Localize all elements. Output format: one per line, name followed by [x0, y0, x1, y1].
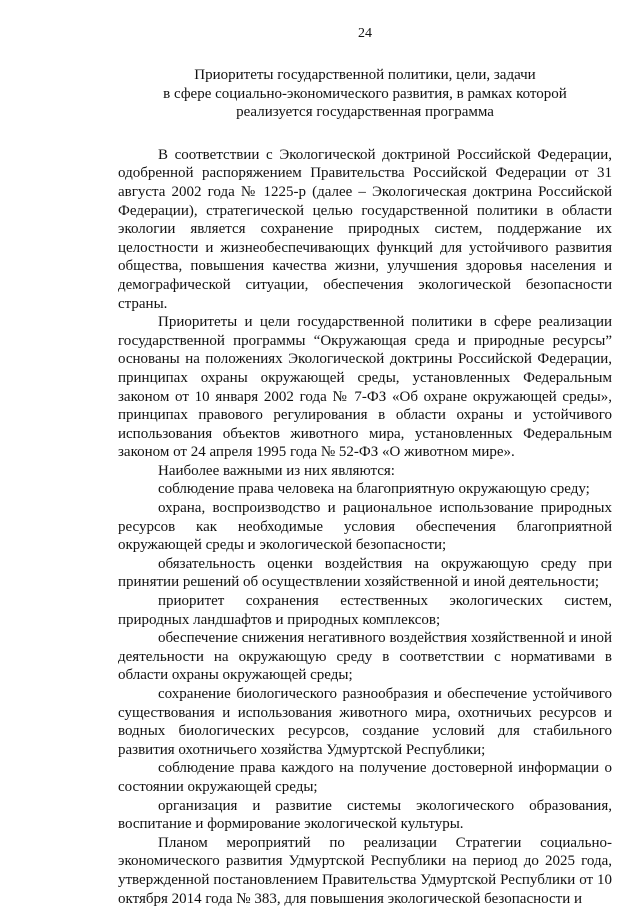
list-item: организация и развитие системы экологического образования, воспитание и формирование экологической культуры. — [118, 797, 612, 833]
list-item: приоритет сохранения естественных экологических систем, природных ландшафтов и природных комплексов; — [118, 593, 612, 628]
list-item: соблюдение права каждого на получение достоверной информации о состоянии окружающей среды; — [118, 760, 612, 795]
paragraph: Планом мероприятий по реализации Стратегии социально-экономического развития Удмуртской Республики на период до 2025 года, утвержденной постановлением Правительства Удмуртской Республики от 10 октября 2014 года № 383, для повышения экологической безопасности и — [118, 834, 612, 907]
heading-line: в сфере социально-экономического развития, в рамках которой — [163, 85, 567, 102]
list-item: соблюдение права человека на благоприятную окружающую среду; — [158, 481, 590, 498]
section-heading — [118, 66, 612, 122]
page-number: 24 — [358, 26, 372, 41]
paragraph: В соответствии с Экологической доктриной Российской Федерации, одобренной распоряжением Правительства Российской Федерации от 31 августа 2002 года № 1225-р (далее – Экологическая доктрина Российской Федерации), стратегической целью государственной политики в области экологии является сохранение природных систем, поддержание их целостности и жизнеобеспечивающих функций для устойчивого развития общества, повышения качества жизни, улучшения здоровья населения и демографической ситуации, обеспечения экологической безопасности страны. — [118, 146, 612, 312]
heading-line: реализуется государственная программа — [236, 104, 494, 121]
list-intro: Наиболее важными из них являются: — [158, 462, 395, 479]
list-item: сохранение биологического разнообразия и обеспечение устойчивого существования и использования животного мира, охотничьих ресурсов и водных биологических ресурсов, создание условий для стабильного развития охотничьего хозяйства Удмуртской Республики; — [118, 686, 612, 758]
list-item: обязательность оценки воздействия на окружающую среду при принятии решений об осуществлении хозяйственной и иной деятельности; — [118, 555, 612, 591]
paragraph: Приоритеты и цели государственной политики в сфере реализации государственной программы “Окружающая среда и природные ресурсы” основаны на положениях Экологической доктрины Российской Федерации, принципах охраны окружающей среды, установленных Федеральным законом от 10 января 2002 года № 7-ФЗ «Об охране окружающей среды», принципах правового регулирования в области охраны и устойчивого использования объектов животного мира, установленных Федеральным законом от 24 апреля 1995 года № 52-ФЗ «О животном мире». — [118, 314, 612, 461]
body-text — [118, 146, 612, 908]
heading-line: Приоритеты государственной политики, цели, задачи — [194, 67, 536, 83]
list-item: охрана, воспроизводство и рациональное использование природных ресурсов как необходимые условия обеспечения благоприятной окружающей среды и экологической безопасности; — [118, 500, 612, 554]
list-item: обеспечение снижения негативного воздействия хозяйственной и иной деятельности на окружающую среду в соответствии с нормативами в области охраны окружающей среды; — [118, 630, 612, 684]
